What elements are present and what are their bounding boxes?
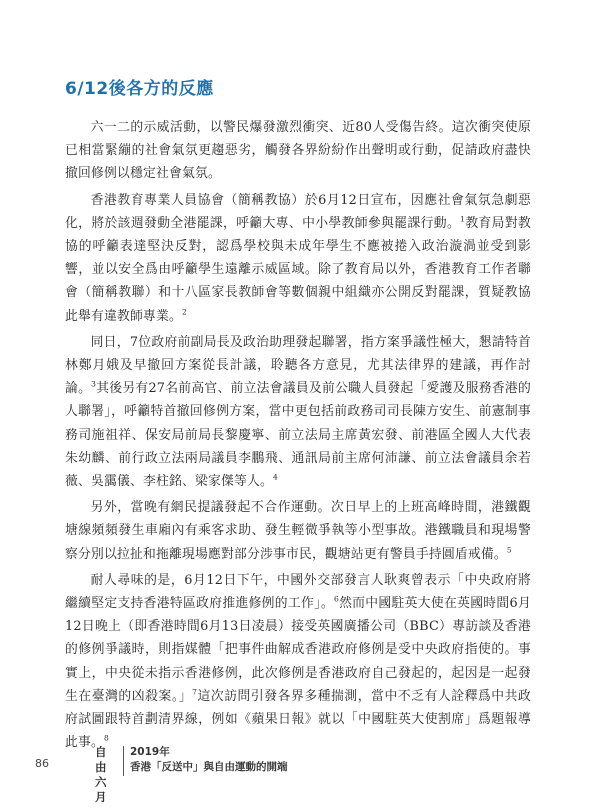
footnote-marker[interactable]: 2 — [181, 307, 187, 317]
body-text — [65, 116, 531, 757]
book-info — [130, 745, 370, 775]
paragraph: 香港教育專業人員協會（簡稱教協）於6月12日宣布，因應社會氣氛急劇惡化，將於該週發動全港罷課，呼籲大專、中小學教師參與罷課行動。$^1$教育局對教協的呼籲表達堅決反對，認爲學校與未成年學生不應被捲入政治漩渦並受到影響，並以安全爲由呼籲學生遠離示威區域。除了教育局以外，香港教育工作者聯會（簡稱教聯）和十八區家長教師會等數個親中組織亦公開反對罷課，質疑教協此舉有違教師專業。$^2$ — [65, 192, 532, 324]
book-year: 2019年 — [130, 746, 170, 758]
section-title: 6/12後各方的反應 — [65, 79, 214, 99]
footnote-marker[interactable]: 1 — [460, 214, 466, 224]
book-logo — [95, 745, 107, 805]
brand-line-2: 六月 — [95, 775, 107, 804]
footnote-marker[interactable]: 8 — [104, 734, 109, 744]
paragraph: 耐人尋味的是，6月12日下午，中國外交部發言人耿爽曾表示「中央政府將繼續堅定支持香港特區政府推進修例的工作」。$^6$然而中國駐英大使在英國時間6月12日晚上（即香港時間6月13日凌晨）接受英國廣播公司（BBC）專訪談及香港的修例爭議時，則指媒體「把事件曲解成香港政府修例是受中央政府指使的。事實上，中央從未指示香港修例，此次修例是香港政府自己發起的，起因是一起發生在臺灣的凶殺案。」$^7$這次訪問引發各界多種揣測，當中不乏有人詮釋爲中共政府試圖跟特首劃清界線，例如《蘋果日報》就以「中國駐英大使割席」爲題報導此事。$^8$ — [65, 572, 532, 751]
footer-divider — [123, 746, 124, 776]
paragraph: 六一二的示威活動，以警民爆發激烈衝突、近80人受傷告終。這次衝突使原已相當緊繃的社會氣氛更趨惡劣，觸發各界紛紛作出聲明或行動，促請政府盡快撤回修例以穩定社會氣氛。 — [65, 120, 531, 182]
paragraph: 同日，7位政府前副局長及政治助理發起聯署，指方案爭議性極大，懇請特首林鄭月娥及早撤回方案從長計議，聆聽各方意見，尤其法律界的建議，再作討論。$^3$其後另有27名前高官、前立法會議員及前公職人員發起「愛護及服務香港的人聯署」，呼籲特首撤回修例方案，當中更包括前政務司司長陳方安生、前憲制事務司施祖祥、保安局前局長黎慶寧、前立法局主席黃宏發、前港區全國人大代表朱幼麟、前行政立法兩局議員李鵬飛、通訊局前主席何沛謙、前立法會議員余若薇、吳靄儀、李柱銘、梁家傑等人。$^4$ — [65, 334, 531, 490]
book-title: 香港「反送中」與自由運動的開端 — [130, 761, 288, 773]
paragraph: 另外，當晚有網民提議發起不合作運動。次日早上的上班高峰時間，港鐵觀塘線頻頻發生車廂內有乘客求助、發生輕微爭執等小型事故。港鐵職員和現場警察分別以拉扯和拖離現場應對部分涉事市民，觀塘站更有警員手持圓盾戒備。$^5$ — [65, 500, 531, 562]
footnote-marker[interactable]: 5 — [506, 545, 512, 555]
footnote-marker[interactable]: 3 — [91, 379, 97, 389]
footnote-marker[interactable]: 7 — [192, 687, 198, 697]
brand-line-1: 自由 — [95, 745, 107, 774]
page-number: 86 — [35, 757, 49, 770]
footnote-marker[interactable]: 6 — [333, 594, 339, 604]
footnote-marker[interactable]: 4 — [272, 472, 278, 482]
